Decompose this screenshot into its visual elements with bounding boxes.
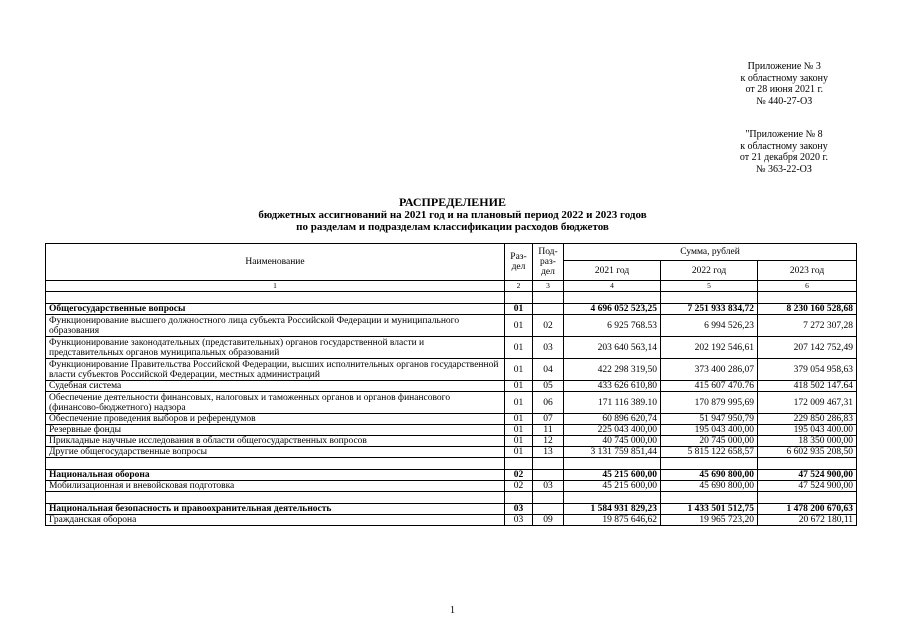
row-subsection-code: 09 bbox=[533, 515, 564, 526]
empty-cell bbox=[758, 292, 857, 304]
row-name: Обеспечение проведения выборов и референдумов bbox=[46, 414, 505, 425]
row-subsection-code bbox=[533, 504, 564, 515]
table-row bbox=[46, 359, 857, 381]
row-amount-2021: 171 116 389.10 bbox=[564, 392, 661, 414]
row-name: Функционирование высшего должностного лица субъекта Российской Федерации и муниципального образования bbox=[46, 315, 505, 337]
row-amount-2021: 225 043 400,00 bbox=[564, 425, 661, 436]
row-subsection-code: 06 bbox=[533, 392, 564, 414]
row-amount-2021: 3 131 759 851,44 bbox=[564, 447, 661, 458]
empty-cell bbox=[46, 492, 505, 504]
row-amount-2023: 18 350 000,00 bbox=[758, 436, 857, 447]
row-amount-2022: 170 879 995,69 bbox=[661, 392, 758, 414]
row-amount-2023: 47 524 900,00 bbox=[758, 481, 857, 492]
row-name: Резервные фонды bbox=[46, 425, 505, 436]
annex-line: № 363-22-ОЗ bbox=[755, 163, 812, 175]
row-section-code: 01 bbox=[505, 304, 533, 315]
row-section-code: 01 bbox=[505, 381, 533, 392]
row-amount-2021: 45 215 600,00 bbox=[564, 470, 661, 481]
table-row bbox=[46, 447, 857, 458]
row-subsection-code: 03 bbox=[533, 337, 564, 359]
section-row bbox=[46, 304, 857, 315]
column-number: 5 bbox=[661, 281, 758, 292]
row-name: Судебная система bbox=[46, 381, 505, 392]
column-number: 4 bbox=[564, 281, 661, 292]
table-row bbox=[46, 392, 857, 414]
empty-cell bbox=[661, 458, 758, 470]
row-section-code: 02 bbox=[505, 470, 533, 481]
annex-note-original bbox=[740, 129, 828, 175]
empty-cell bbox=[533, 458, 564, 470]
row-amount-2022: 5 815 122 658,57 bbox=[661, 447, 758, 458]
header-section: Раз-дел bbox=[505, 244, 533, 281]
spacer-row bbox=[46, 458, 857, 470]
spacer-row bbox=[46, 492, 857, 504]
header-name: Наименование bbox=[46, 244, 505, 281]
row-amount-2022: 373 400 286,07 bbox=[661, 359, 758, 381]
row-name: Функционирование Правительства Российской Федерации, высших исполнительных органов государственной власти субъектов Российской Федерации, местных администраций bbox=[46, 359, 505, 381]
empty-cell bbox=[661, 292, 758, 304]
row-amount-2023: 207 142 752,49 bbox=[758, 337, 857, 359]
table-body bbox=[46, 292, 857, 526]
row-amount-2021: 203 640 563,14 bbox=[564, 337, 661, 359]
section-row bbox=[46, 504, 857, 515]
row-amount-2021: 19 875 646,62 bbox=[564, 515, 661, 526]
row-subsection-code: 07 bbox=[533, 414, 564, 425]
row-subsection-code: 05 bbox=[533, 381, 564, 392]
document-title: РАСПРЕДЕЛЕНИЕ bbox=[399, 195, 506, 209]
header-subsection: Под-раз-дел bbox=[533, 244, 564, 281]
row-amount-2023: 7 272 307,28 bbox=[758, 315, 857, 337]
row-section-code: 01 bbox=[505, 447, 533, 458]
row-amount-2022: 415 607 470.76 bbox=[661, 381, 758, 392]
row-amount-2023: 229 850 286,83 bbox=[758, 414, 857, 425]
spacer-row bbox=[46, 292, 857, 304]
row-amount-2021: 60 896 620,74 bbox=[564, 414, 661, 425]
row-subsection-code bbox=[533, 470, 564, 481]
row-subsection-code: 04 bbox=[533, 359, 564, 381]
header-sum: Сумма, рублей bbox=[564, 244, 857, 261]
table-row bbox=[46, 381, 857, 392]
column-number: 6 bbox=[758, 281, 857, 292]
empty-cell bbox=[505, 292, 533, 304]
document-heading bbox=[0, 196, 905, 234]
annex-line: "Приложение № 8 bbox=[745, 129, 823, 140]
table-row bbox=[46, 337, 857, 359]
row-name: Гражданская оборона bbox=[46, 515, 505, 526]
row-name: Национальная безопасность и правоохранительная деятельность bbox=[46, 504, 505, 515]
row-amount-2022: 19 965 723,20 bbox=[661, 515, 758, 526]
row-amount-2022: 195 043 400,00 bbox=[661, 425, 758, 436]
row-amount-2023: 47 524 900,00 bbox=[758, 470, 857, 481]
annex-line: № 440-27-ОЗ bbox=[756, 95, 813, 107]
row-amount-2022: 202 192 546,61 bbox=[661, 337, 758, 359]
row-amount-2023: 20 672 180,11 bbox=[758, 515, 857, 526]
row-section-code: 02 bbox=[505, 481, 533, 492]
row-name: Прикладные научные исследования в области общегосударственных вопросов bbox=[46, 436, 505, 447]
empty-cell bbox=[564, 292, 661, 304]
row-name: Обеспечение деятельности финансовых, налоговых и таможенных органов и органов финансового (финансово-бюджетного) надзора bbox=[46, 392, 505, 414]
row-section-code: 01 bbox=[505, 392, 533, 414]
row-section-code: 01 bbox=[505, 425, 533, 436]
table-row bbox=[46, 414, 857, 425]
empty-cell bbox=[46, 458, 505, 470]
row-section-code: 01 bbox=[505, 359, 533, 381]
annex-note-current bbox=[740, 61, 828, 107]
row-name: Другие общегосударственные вопросы bbox=[46, 447, 505, 458]
row-section-code: 01 bbox=[505, 337, 533, 359]
row-section-code: 01 bbox=[505, 315, 533, 337]
empty-cell bbox=[533, 292, 564, 304]
row-amount-2023: 8 230 160 528,68 bbox=[758, 304, 857, 315]
row-subsection-code: 03 bbox=[533, 481, 564, 492]
row-amount-2022: 45 690 800,00 bbox=[661, 481, 758, 492]
row-amount-2021: 6 925 768.53 bbox=[564, 315, 661, 337]
annex-line: к областному закону bbox=[740, 72, 828, 84]
row-section-code: 01 bbox=[505, 436, 533, 447]
row-section-code: 03 bbox=[505, 504, 533, 515]
row-amount-2023: 1 478 200 670,63 bbox=[758, 504, 857, 515]
row-section-code: 01 bbox=[505, 414, 533, 425]
section-row bbox=[46, 470, 857, 481]
row-amount-2021: 433 626 610,80 bbox=[564, 381, 661, 392]
row-amount-2021: 45 215 600,00 bbox=[564, 481, 661, 492]
empty-cell bbox=[505, 492, 533, 504]
page-number: 1 bbox=[450, 605, 455, 616]
row-amount-2021: 40 745 000,00 bbox=[564, 436, 661, 447]
budget-table bbox=[45, 243, 857, 526]
empty-cell bbox=[46, 292, 505, 304]
document-subtitle: бюджетных ассигнований на 2021 год и на плановый период 2022 и 2023 годов bbox=[258, 208, 647, 221]
row-subsection-code: 11 bbox=[533, 425, 564, 436]
row-amount-2022: 20 745 000,00 bbox=[661, 436, 758, 447]
row-amount-2022: 51 947 950,79 bbox=[661, 414, 758, 425]
table-row bbox=[46, 436, 857, 447]
row-subsection-code bbox=[533, 304, 564, 315]
table-row bbox=[46, 515, 857, 526]
row-subsection-code: 02 bbox=[533, 315, 564, 337]
row-amount-2022: 6 994 526,23 bbox=[661, 315, 758, 337]
annex-line: Приложение № 3 bbox=[747, 61, 821, 72]
table-row bbox=[46, 425, 857, 436]
empty-cell bbox=[533, 492, 564, 504]
row-amount-2022: 1 433 501 512,75 bbox=[661, 504, 758, 515]
row-amount-2023: 379 054 958,63 bbox=[758, 359, 857, 381]
row-name: Общегосударственные вопросы bbox=[46, 304, 505, 315]
row-amount-2021: 4 696 052 523,25 bbox=[564, 304, 661, 315]
header-year: 2023 год bbox=[758, 261, 857, 281]
row-amount-2022: 45 690 800,00 bbox=[661, 470, 758, 481]
annex-line: к областному закону bbox=[740, 140, 828, 152]
row-subsection-code: 12 bbox=[533, 436, 564, 447]
row-name: Национальная оборона bbox=[46, 470, 505, 481]
row-amount-2023: 172 009 467,31 bbox=[758, 392, 857, 414]
annex-line: от 28 июня 2021 г. bbox=[745, 84, 823, 95]
empty-cell bbox=[564, 458, 661, 470]
row-amount-2021: 422 298 319,50 bbox=[564, 359, 661, 381]
row-section-code: 03 bbox=[505, 515, 533, 526]
row-name: Мобилизационная и вневойсковая подготовка bbox=[46, 481, 505, 492]
row-amount-2023: 195 043 400.00 bbox=[758, 425, 857, 436]
empty-cell bbox=[758, 458, 857, 470]
empty-cell bbox=[564, 492, 661, 504]
header-year: 2021 год bbox=[564, 261, 661, 281]
row-amount-2023: 6 602 935 208,50 bbox=[758, 447, 857, 458]
row-amount-2021: 1 584 931 829,23 bbox=[564, 504, 661, 515]
column-number: 2 bbox=[505, 281, 533, 292]
header-year: 2022 год bbox=[661, 261, 758, 281]
empty-cell bbox=[505, 458, 533, 470]
row-amount-2022: 7 251 933 834,72 bbox=[661, 304, 758, 315]
row-subsection-code: 13 bbox=[533, 447, 564, 458]
empty-cell bbox=[758, 492, 857, 504]
table-row bbox=[46, 315, 857, 337]
document-subtitle: по разделам и подразделам классификации расходов бюджетов bbox=[296, 221, 609, 233]
row-amount-2023: 418 502 147.64 bbox=[758, 381, 857, 392]
table-row bbox=[46, 481, 857, 492]
row-name: Функционирование законодательных (представительных) органов государственной власти и представительных органов муниципальных образований bbox=[46, 337, 505, 359]
empty-cell bbox=[661, 492, 758, 504]
column-number: 1 bbox=[46, 281, 505, 292]
annex-line: от 21 декабря 2020 г. bbox=[739, 152, 828, 163]
column-number: 3 bbox=[533, 281, 564, 292]
